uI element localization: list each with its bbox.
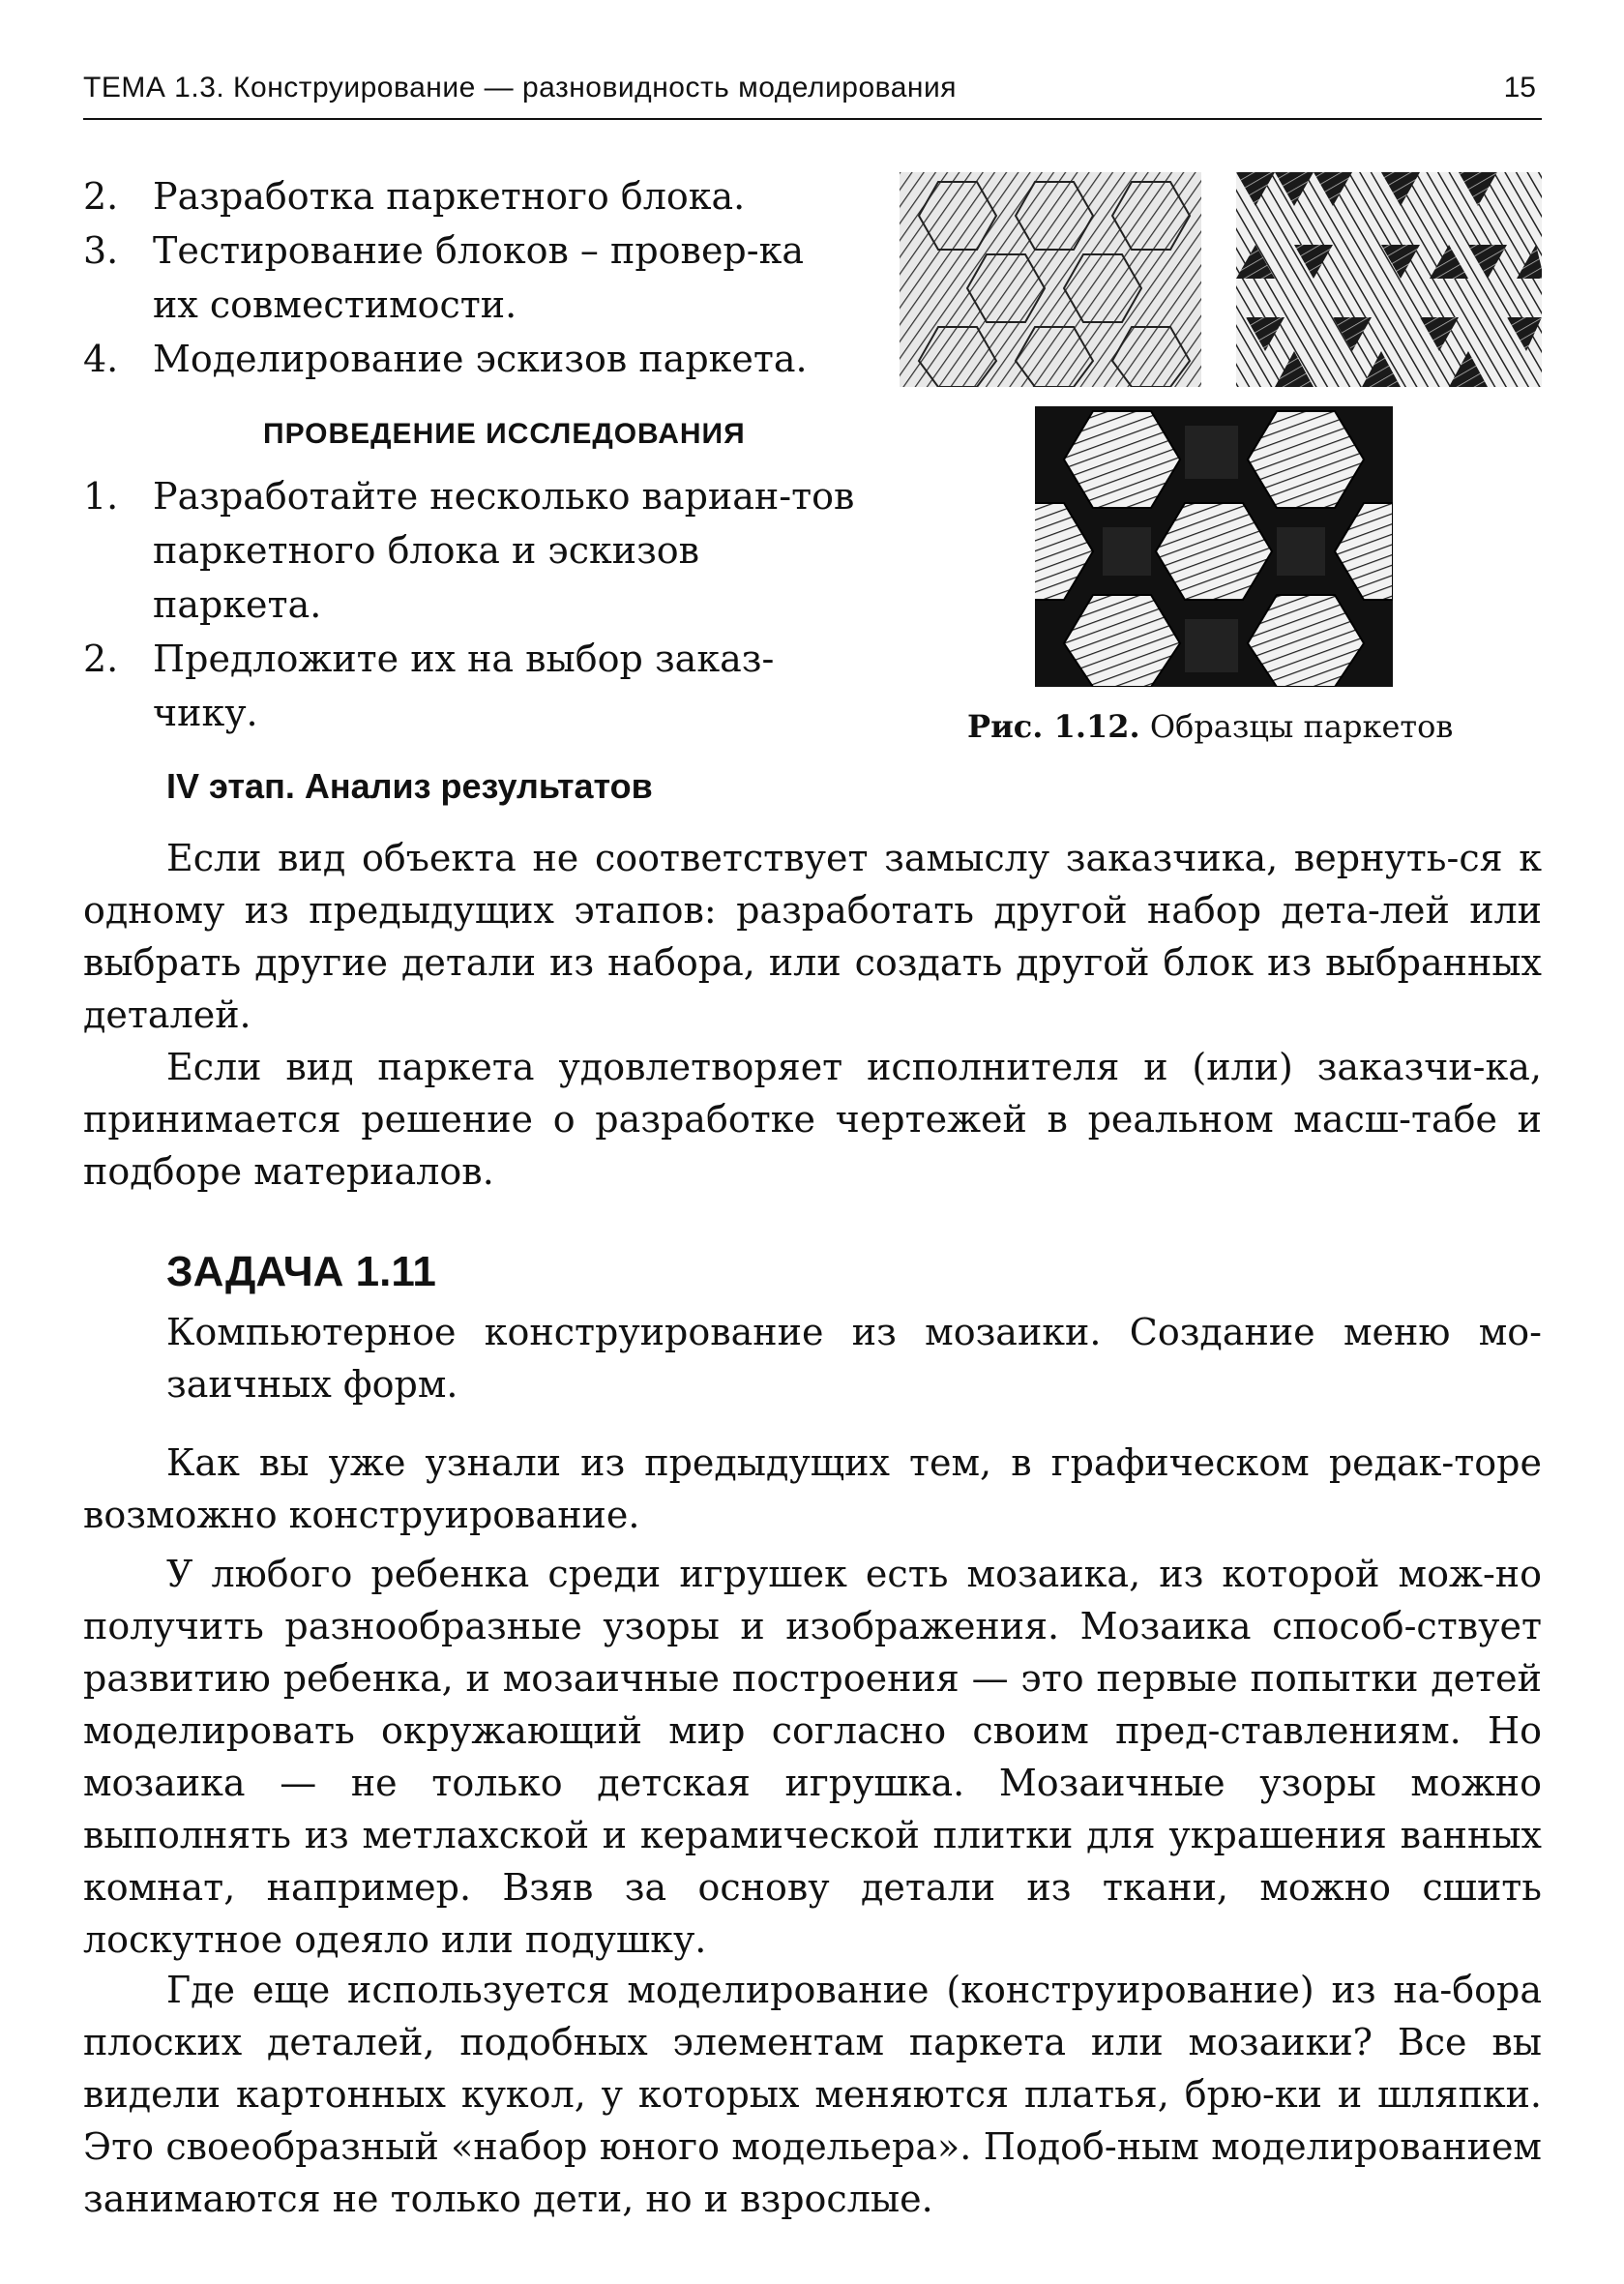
running-header bbox=[83, 70, 1542, 120]
steps-list bbox=[83, 169, 857, 386]
paragraph: У любого ребенка среди игрушек есть мозаика, из которой мож-но получить разнообразные узоры и изображения. Мозаика способ-ствует развитию ребенка, и мозаичные построения — это первые попытки детей моделировать окружающий мир согласно своим пред-ставлениям. Но мозаика — не только детская игрушка. Мозаичные узоры можно выполнять из метлахской и керамической плитки для украшения ванных комнат, например. Взяв за основу детали из ткани, можно сшить лоскутное одеяло или подушку. bbox=[83, 1553, 1542, 1961]
list-item bbox=[83, 169, 857, 223]
list-item-number: 1. bbox=[83, 475, 119, 518]
list-item-text: Тестирование блоков – провер-ка их совместимости. bbox=[153, 229, 804, 326]
list-item-number: 3. bbox=[83, 229, 119, 272]
parquet-figure bbox=[900, 164, 1542, 764]
parquet-sample-star-image bbox=[1236, 172, 1542, 387]
figure-label: Рис. 1.12. bbox=[967, 708, 1140, 745]
list-item bbox=[83, 332, 857, 386]
list-item-text: Разработайте несколько вариан-тов паркетного блока и эскизов паркета. bbox=[153, 475, 855, 626]
paragraph: Где еще используется моделирование (конструирование) из на-бора плоских деталей, подобных элементам паркета или мозаики? Все вы видели картонных кукол, у которых меняются платья, брю-ки и шляпки. Это своеобразный «набор юного модельера». Подоб-ным моделированием занимаются не только дети, но и взрослые. bbox=[83, 1969, 1542, 2220]
list-item-text: Моделирование эскизов паркета. bbox=[153, 338, 808, 380]
list-item-text: Разработка паркетного блока. bbox=[153, 175, 746, 218]
page-number: 15 bbox=[1503, 72, 1536, 104]
parquet-sample-octagon-image bbox=[1035, 406, 1393, 687]
figure-caption-text: Образцы паркетов bbox=[1149, 708, 1454, 745]
list-item bbox=[83, 223, 857, 332]
task-title: ЗАДАЧА 1.11 bbox=[166, 1248, 436, 1295]
header-title: ТЕМА 1.3. Конструирование — разновидность моделирования bbox=[83, 72, 957, 104]
paragraph: Если вид паркета удовлетворяет исполнителя и (или) заказчи-ка, принимается решение о разработке чертежей в реальном масш-табе и подборе материалов. bbox=[83, 1046, 1542, 1193]
paragraph: Как вы уже узнали из предыдущих тем, в графическом редак-торе возможно конструирование. bbox=[83, 1441, 1542, 1536]
figure-caption bbox=[967, 708, 1453, 745]
task-description: Компьютерное конструирование из мозаики. Создание меню мо-заичных форм. bbox=[166, 1311, 1542, 1406]
parquet-sample-hexagon-image bbox=[900, 172, 1201, 387]
list-item-number: 2. bbox=[83, 175, 119, 218]
research-heading: ПРОВЕДЕНИЕ ИССЛЕДОВАНИЯ bbox=[263, 418, 746, 450]
list-item bbox=[83, 632, 857, 740]
list-item-number: 4. bbox=[83, 338, 119, 380]
list-item-text: Предложите их на выбор заказ-чику. bbox=[153, 638, 775, 734]
paragraph: Если вид объекта не соответствует замыслу заказчика, вернуть-ся к одному из предыдущих этапов: разработать другой набор дета-лей или выбрать другие детали из набора, или создать другой блок из выбранных деталей. bbox=[83, 837, 1542, 1036]
list-item bbox=[83, 469, 857, 632]
stage-heading: IV этап. Анализ результатов bbox=[166, 766, 653, 806]
list-item-number: 2. bbox=[83, 638, 119, 680]
research-list bbox=[83, 469, 857, 740]
